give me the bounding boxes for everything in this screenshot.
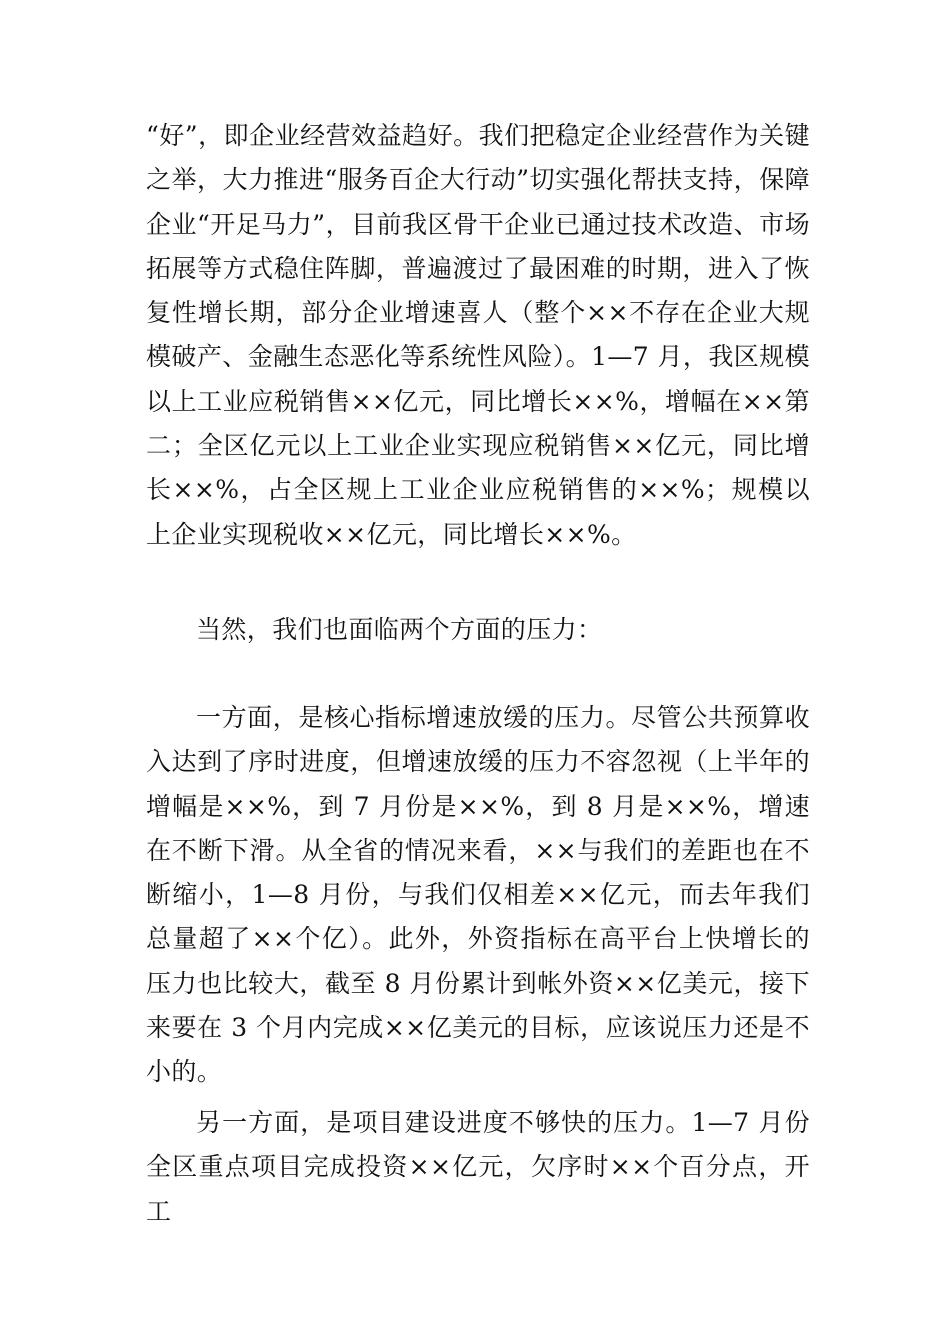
paragraph-pressures-intro: 当然，我们也面临两个方面的压力：	[196, 615, 603, 644]
paragraph-enterprise-performance: “好”，即企业经营效益趋好。我们把稳定企业经营作为关键之举，大力推进“服务百企大行动”切实强化帮扶支持，保障企业“开足马力”，目前我区骨干企业已通过技术改造、市场拓展等方式稳住阵脚，普遍渡过了最困难的时期，进入了恢复性增长期，部分企业增速喜人（整个××不存在企业大规模破产、金融生态恶化等系统性风险）。1—7 月，我区规模以上工业应税销售××亿元，同比增长××%，增幅在××第二；全区亿元以上工业企业实现应税销售××亿元，同比增长××%，占全区规上工业企业应税销售的××%；规模以上企业实现税收××亿元，同比增长××%。	[146, 121, 810, 549]
paragraph-project-progress-pressure: 另一方面，是项目建设进度不够快的压力。1—7 月份全区重点项目完成投资××亿元，欠序时××个百分点，开工	[146, 1108, 810, 1226]
paragraph-core-indicators-pressure: 一方面，是核心指标增速放缓的压力。尽管公共预算收入达到了序时进度，但增速放缓的压力不容忽视（上半年的增幅是××%，到 7 月份是××%，到 8 月是××%，增速在不断下滑。从全省的情况来看，××与我们的差距也在不断缩小，1—8 月份，与我们仅相差××亿元，而去年我们总量超了××个亿）。此外，外资指标在高平台上快增长的压力也比较大，截至 8 月份累计到帐外资××亿美元，接下来要在 3 个月内完成××亿美元的目标，应该说压力还是不小的。	[146, 703, 810, 1087]
